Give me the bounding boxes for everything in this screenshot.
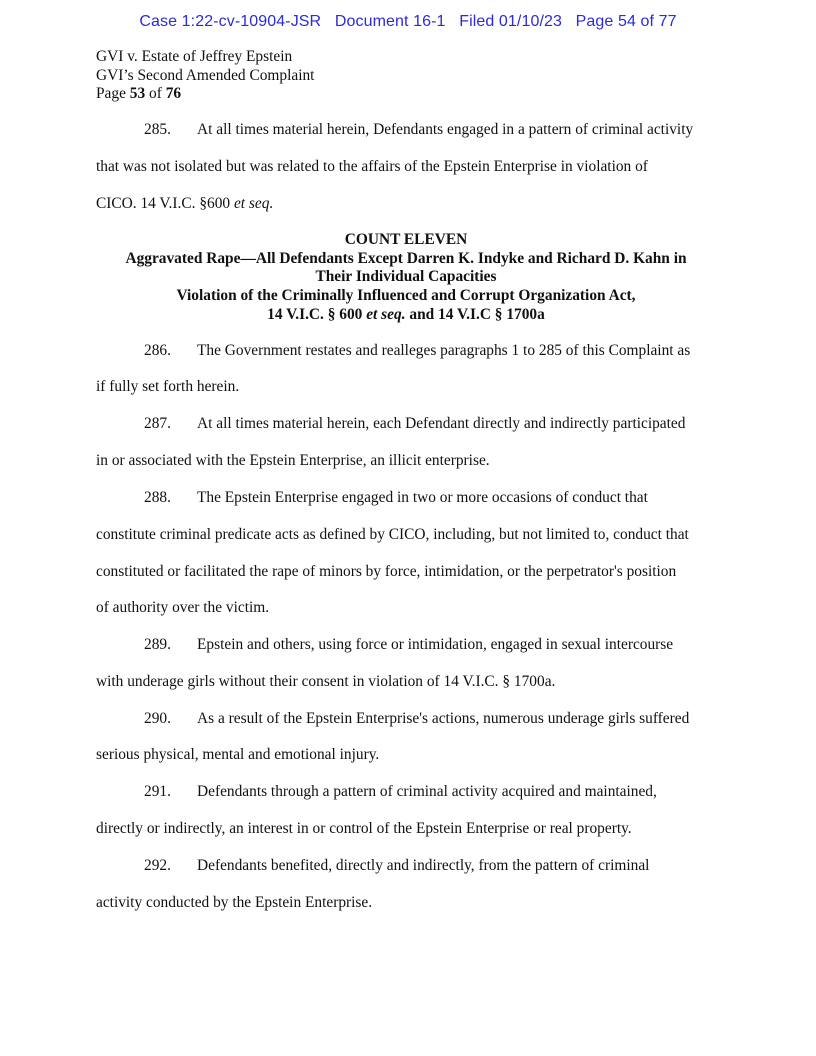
paragraph-number: 292. [144,857,171,874]
count-subtitle: Aggravated Rape—All Defendants Except Darren K. Indyke and Richard D. Kahn in [125,249,687,267]
filing-page-number: Page 54 of 77 [575,13,677,30]
paragraph-number: 286. [144,342,171,359]
total-pages: 76 [165,85,182,102]
italic-citation: et seq. [233,195,274,212]
filed-date: Filed 01/10/23 [459,13,563,30]
paragraph-text: of authority over the victim. [96,599,270,616]
count-statute: Violation of the Criminally Influenced and Corrupt Organization Act, [176,287,636,305]
paragraph-text: At all times material herein, Defendants engaged in a pattern of criminal activity [197,121,694,138]
paragraph-number: 288. [144,489,171,506]
paragraph-text: Epstein and others, using force or intimidation, engaged in sexual intercourse [197,636,674,653]
page-indicator: Page 53 of 76 [96,85,182,102]
paragraph-text: serious physical, mental and emotional injury. [96,746,380,763]
paragraph-text: constituted or facilitated the rape of minors by force, intimidation, or the perpetrator's position [96,563,677,580]
paragraph-number: 287. [144,415,171,432]
paragraph-number: 285. [144,121,171,138]
italic-citation: et seq. [366,305,406,323]
case-title: GVI v. Estate of Jeffrey Epstein [96,48,293,65]
paragraph-text: As a result of the Epstein Enterprise's actions, numerous underage girls suffered [197,710,690,727]
paragraph-text: that was not isolated but was related to the affairs of the Epstein Enterprise in violation of [96,158,648,175]
paragraph-number: 290. [144,710,171,727]
count-title: COUNT ELEVEN [344,231,468,248]
court-filing-header [0,13,816,31]
count-subtitle: Their Individual Capacities [315,268,497,286]
paragraph-number: 291. [144,783,171,800]
current-page: 53 [129,85,146,102]
paragraph-text: Defendants benefited, directly and indirectly, from the pattern of criminal [197,857,650,874]
paragraph-text: constitute criminal predicate acts as defined by CICO, including, but not limited to, conduct that [96,526,689,543]
count-heading [96,231,716,325]
paragraph-text: CICO. 14 V.I.C. §600 et seq. [96,195,274,212]
paragraph-text: directly or indirectly, an interest in or control of the Epstein Enterprise or real property. [96,820,632,837]
document-title: GVI’s Second Amended Complaint [96,66,315,84]
paragraph-text: The Government restates and realleges paragraphs 1 to 285 of this Complaint as [197,342,691,359]
paragraph-text: if fully set forth herein. [96,378,240,395]
paragraph-text: At all times material herein, each Defendant directly and indirectly participated [197,415,686,432]
paragraph-text: The Epstein Enterprise engaged in two or more occasions of conduct that [197,489,648,506]
case-number: Case 1:22-cv-10904-JSR [139,13,322,30]
paragraph-text: Defendants through a pattern of criminal activity acquired and maintained, [197,783,657,800]
paragraph-text: in or associated with the Epstein Enterprise, an illicit enterprise. [96,452,490,469]
paragraph-number: 289. [144,636,171,653]
paragraph-text: activity conducted by the Epstein Enterprise. [96,894,373,911]
document-number: Document 16-1 [334,13,446,30]
count-statute: 14 V.I.C. § 600 et seq. and 14 V.I.C § 1700a [267,305,545,323]
document-caption [96,48,314,104]
paragraph-text: with underage girls without their consent in violation of 14 V.I.C. § 1700a. [96,673,556,690]
